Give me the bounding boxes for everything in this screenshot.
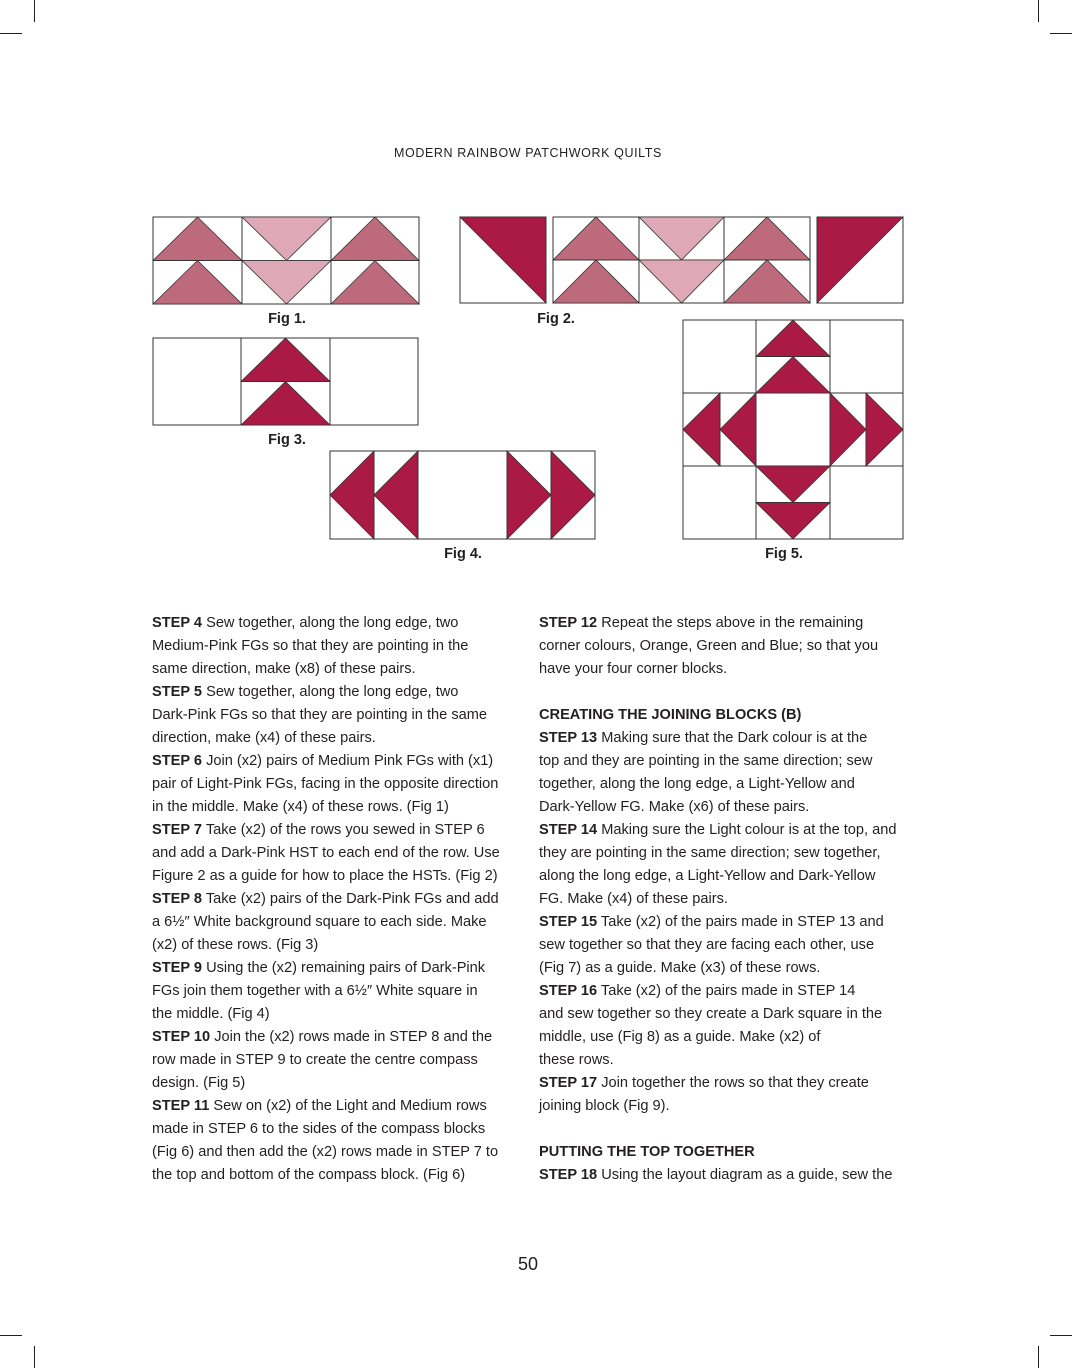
step-label: STEP 17	[539, 1075, 598, 1091]
step-label: STEP 15	[539, 914, 598, 930]
step-text: and sew together so they create a Dark square in the	[539, 1006, 883, 1022]
step-line	[152, 934, 522, 957]
step-line	[539, 911, 909, 934]
white-square	[418, 451, 507, 539]
fig3-caption: Fig 3.	[268, 432, 306, 448]
step-text: Sew together, along the long edge, two	[202, 684, 459, 700]
step-text: Join together the rows so that they create	[597, 1075, 869, 1091]
step-line	[152, 727, 522, 750]
step-text: middle, use (Fig 8) as a guide. Make (x2) of	[539, 1029, 821, 1045]
step-text: these rows.	[539, 1052, 614, 1068]
white-square	[683, 466, 756, 539]
step-line	[539, 658, 909, 681]
step-line	[539, 635, 909, 658]
step-text: Using the layout diagram as a guide, sew the	[597, 1167, 893, 1183]
step-line	[539, 934, 909, 957]
step-text: Figure 2 as a guide for how to place the HSTs. (Fig 2)	[152, 868, 498, 884]
step-line	[152, 750, 522, 773]
step-text: the top and bottom of the compass block. (Fig 6)	[152, 1167, 466, 1183]
step-text: Making sure the Light colour is at the top, and	[597, 822, 897, 838]
step-text: together, along the long edge, a Light-Yellow and	[539, 776, 855, 792]
step-line	[152, 819, 522, 842]
step-line	[152, 1026, 522, 1049]
step-text: Dark-Pink FGs so that they are pointing in the same	[152, 707, 488, 723]
step-text: direction, make (x4) of these pairs.	[152, 730, 376, 746]
step-line	[539, 1072, 909, 1095]
step-line	[539, 819, 909, 842]
white-square	[683, 320, 756, 393]
step-label: STEP 14	[539, 822, 598, 838]
step-label: STEP 4	[152, 615, 203, 631]
step-line	[539, 773, 909, 796]
step-line	[539, 1164, 909, 1187]
step-line	[152, 612, 522, 635]
step-text: made in STEP 6 to the sides of the compass blocks	[152, 1121, 486, 1137]
step-label: STEP 6	[152, 753, 203, 769]
step-text: the middle. (Fig 4)	[152, 1006, 270, 1022]
step-line	[539, 612, 909, 635]
step-line	[539, 957, 909, 980]
step-text: Medium-Pink FGs so that they are pointing in the	[152, 638, 469, 654]
step-line	[152, 681, 522, 704]
step-line	[152, 1164, 522, 1187]
step-line	[152, 796, 522, 819]
step-label: STEP 9	[152, 960, 203, 976]
step-text: Take (x2) of the pairs made in STEP 13 and	[597, 914, 884, 930]
step-text: Take (x2) pairs of the Dark-Pink FGs and add	[202, 891, 499, 907]
step-label: STEP 7	[152, 822, 203, 838]
step-text: top and they are pointing in the same direction; sew	[539, 753, 873, 769]
step-line	[152, 865, 522, 888]
step-label: STEP 18	[539, 1167, 598, 1183]
fig5-caption: Fig 5.	[765, 546, 803, 562]
step-text: Dark-Yellow FG. Make (x6) of these pairs.	[539, 799, 810, 815]
step-line	[152, 635, 522, 658]
step-text: along the long edge, a Light-Yellow and Dark-Yellow	[539, 868, 876, 884]
fig1-caption: Fig 1.	[268, 311, 306, 327]
step-text: joining block (Fig 9).	[539, 1098, 670, 1114]
step-line	[152, 704, 522, 727]
step-line	[152, 911, 522, 934]
step-text: FG. Make (x4) of these pairs.	[539, 891, 728, 907]
step-text: Join (x2) pairs of Medium Pink FGs with (x1)	[202, 753, 494, 769]
step-line	[539, 888, 909, 911]
left-column	[152, 612, 522, 1187]
fig4-caption: Fig 4.	[444, 546, 482, 562]
step-label: STEP 16	[539, 983, 598, 999]
step-text: same direction, make (x8) of these pairs.	[152, 661, 416, 677]
page-number: 50	[517, 1254, 539, 1274]
right-column	[539, 612, 909, 1187]
step-line	[152, 842, 522, 865]
step-line	[539, 750, 909, 773]
step-text: (Fig 6) and then add the (x2) rows made in STEP 7 to	[152, 1144, 499, 1160]
step-text: pair of Light-Pink FGs, facing in the opposite direction	[152, 776, 499, 792]
step-text: row made in STEP 9 to create the centre compass	[152, 1052, 478, 1068]
step-line	[539, 865, 909, 888]
step-text: Take (x2) of the rows you sewed in STEP 6	[202, 822, 485, 838]
step-label: STEP 13	[539, 730, 598, 746]
step-text: Using the (x2) remaining pairs of Dark-Pink	[202, 960, 486, 976]
step-text: (Fig 7) as a guide. Make (x3) of these rows.	[539, 960, 821, 976]
step-text: have your four corner blocks.	[539, 661, 728, 677]
step-text: sew together so that they are facing each other, use	[539, 937, 875, 953]
step-text: (x2) of these rows. (Fig 3)	[152, 937, 319, 953]
step-line	[539, 1026, 909, 1049]
step-text: Join the (x2) rows made in STEP 8 and the	[210, 1029, 493, 1045]
step-line	[539, 842, 909, 865]
step-text: in the middle. Make (x4) of these rows. (Fig 1)	[152, 799, 449, 815]
step-line	[152, 773, 522, 796]
white-square	[153, 338, 241, 425]
step-label: STEP 10	[152, 1029, 211, 1045]
white-square	[330, 338, 418, 425]
step-text: Repeat the steps above in the remaining	[597, 615, 864, 631]
step-line	[539, 1049, 909, 1072]
step-text: Sew on (x2) of the Light and Medium rows	[209, 1098, 487, 1114]
step-line	[152, 1118, 522, 1141]
step-text: and add a Dark-Pink HST to each end of the row. Use	[152, 845, 500, 861]
step-text: Sew together, along the long edge, two	[202, 615, 459, 631]
step-text: they are pointing in the same direction; sew together,	[539, 845, 881, 861]
white-square	[756, 393, 830, 466]
step-line	[539, 727, 909, 750]
white-square	[830, 466, 903, 539]
step-line	[152, 1072, 522, 1095]
step-label: STEP 8	[152, 891, 203, 907]
step-line	[152, 888, 522, 911]
step-line	[152, 658, 522, 681]
section-heading: PUTTING THE TOP TOGETHER	[539, 1144, 755, 1160]
step-line	[152, 1003, 522, 1026]
step-label: STEP 5	[152, 684, 203, 700]
step-line	[539, 1095, 909, 1118]
step-label: STEP 11	[152, 1098, 210, 1114]
step-line	[539, 1003, 909, 1026]
step-line	[152, 1095, 522, 1118]
step-label: STEP 12	[539, 615, 598, 631]
step-line	[152, 957, 522, 980]
step-line	[152, 1141, 522, 1164]
running-title: MODERN RAINBOW PATCHWORK QUILTS	[394, 146, 662, 160]
step-text: Take (x2) of the pairs made in STEP 14	[597, 983, 856, 999]
step-text: design. (Fig 5)	[152, 1075, 246, 1091]
section-heading: CREATING THE JOINING BLOCKS (B)	[539, 707, 802, 723]
step-text: FGs join them together with a 6½″ White square in	[152, 983, 478, 999]
spacer	[539, 681, 909, 704]
step-line	[152, 1049, 522, 1072]
spacer	[539, 1118, 909, 1141]
step-line	[539, 796, 909, 819]
step-text: a 6½″ White background square to each side. Make	[152, 914, 487, 930]
white-square	[830, 320, 903, 393]
step-line	[539, 980, 909, 1003]
step-text: corner colours, Orange, Green and Blue; so that you	[539, 638, 879, 654]
step-text: Making sure that the Dark colour is at the	[597, 730, 868, 746]
fig2-caption: Fig 2.	[537, 311, 575, 327]
step-line	[152, 980, 522, 1003]
